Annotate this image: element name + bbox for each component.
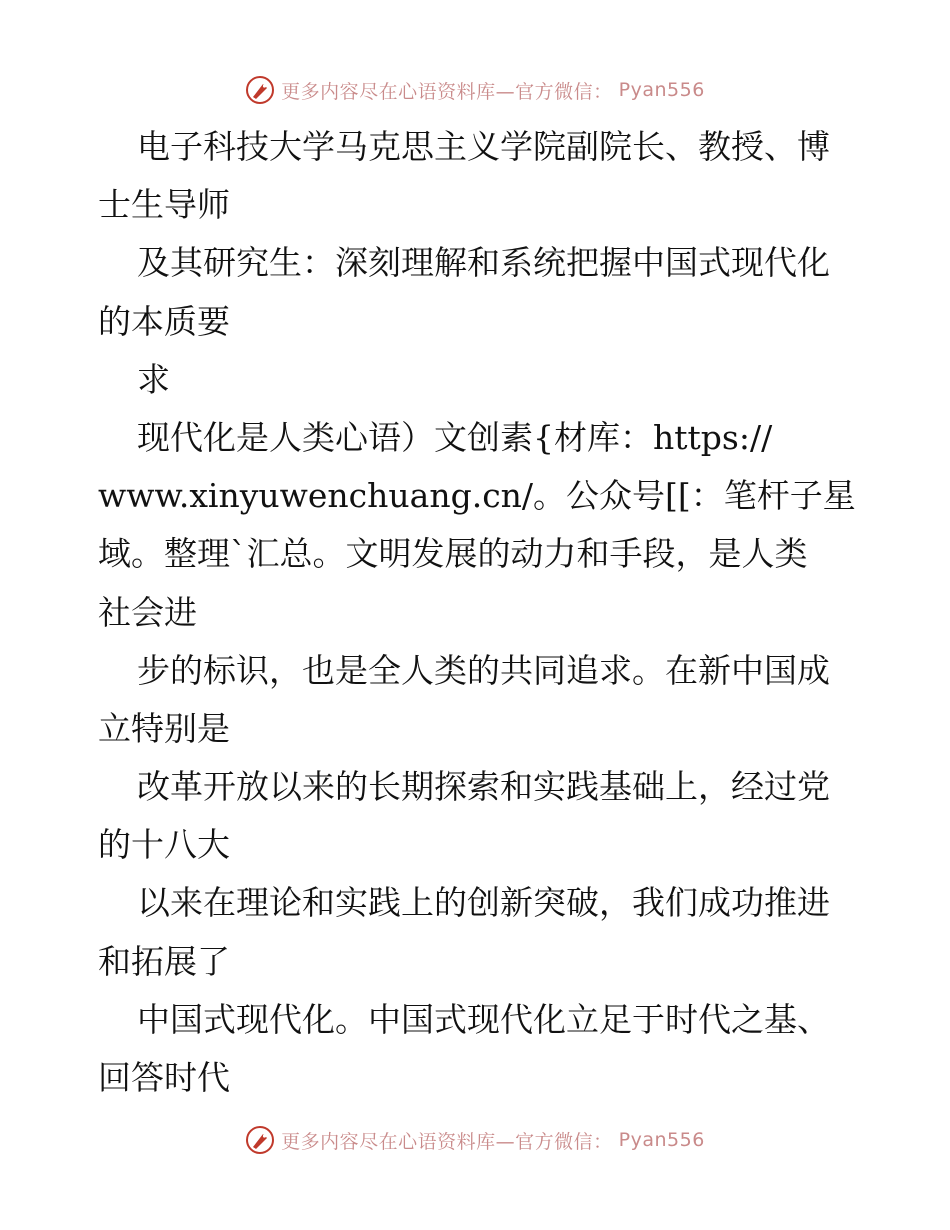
- document-body: [98, 118, 858, 1107]
- text-line: 回答时代: [98, 1058, 230, 1097]
- text-line: 社会进: [98, 592, 197, 632]
- text-line: 的十八大: [98, 825, 230, 865]
- text-line: 的本质要: [98, 301, 230, 341]
- text-line: 立特别是: [98, 708, 230, 748]
- text-line: www.xinyuwenchuang.cn/。公众号[[：笔杆子星: [98, 476, 856, 516]
- text-line: 改革开放以来的长期探索和实践基础上，经过党: [137, 767, 830, 807]
- watermark-wechat-id: Pyan556: [618, 1129, 705, 1151]
- text-line: 和拓展了: [98, 941, 230, 981]
- text-line: 中国式现代化。中国式现代化立足于时代之基、: [137, 999, 830, 1039]
- footer-watermark: [0, 1120, 950, 1160]
- text-line: 域。整理`汇总。文明发展的动力和手段，是人类: [98, 534, 808, 574]
- text-line: 求: [137, 359, 170, 399]
- header-watermark: [0, 70, 950, 110]
- text-line: 以来在理论和实践上的创新突破，我们成功推进: [137, 883, 830, 923]
- text-line: 士生导师: [98, 185, 230, 225]
- watermark-wechat-id: Pyan556: [618, 79, 705, 101]
- text-line: 电子科技大学马克思主义学院副院长、教授、博: [137, 127, 830, 166]
- text-line: 步的标识，也是全人类的共同追求。在新中国成: [137, 650, 830, 690]
- watermark-text: 更多内容尽在心语资料库—官方微信：: [281, 80, 613, 103]
- pen-nib-logo-icon: [245, 1125, 275, 1155]
- text-line: 现代化是人类心语）文创素{材库：https://: [137, 417, 773, 457]
- watermark-text: 更多内容尽在心语资料库—官方微信：: [281, 1130, 613, 1153]
- text-line: 及其研究生：深刻理解和系统把握中国式现代化: [137, 243, 830, 283]
- pen-nib-logo-icon: [245, 75, 275, 105]
